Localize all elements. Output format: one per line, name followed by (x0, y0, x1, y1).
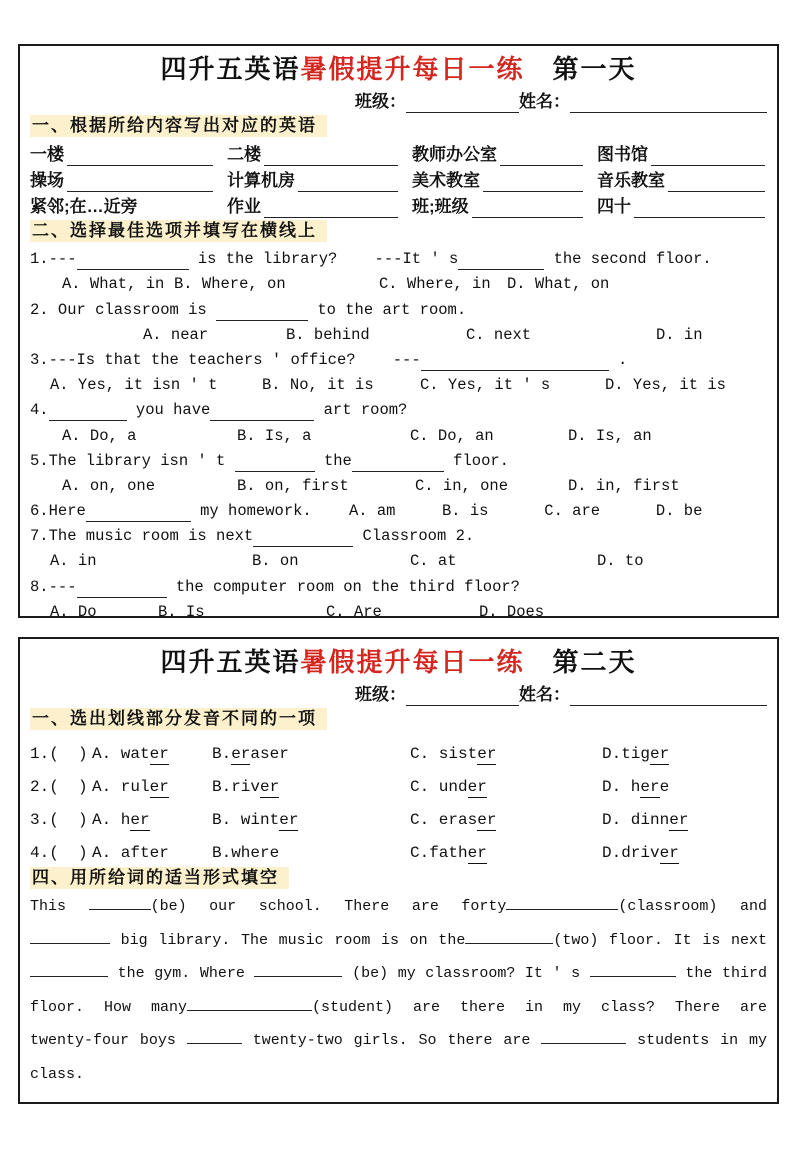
answer-blank[interactable] (49, 404, 127, 421)
vocab-row (30, 140, 767, 166)
vocab-section (30, 140, 767, 218)
vocab-write-blank[interactable] (500, 147, 583, 166)
name-label: 姓名： (519, 685, 570, 704)
option-item: C. Do, an (410, 426, 494, 445)
option-item: D. in, first (568, 476, 680, 495)
question-line (30, 497, 767, 522)
worksheet-title (30, 52, 767, 86)
worksheet-title (30, 645, 767, 679)
vocab-write-blank[interactable] (67, 147, 213, 166)
option-item: D. to (597, 552, 644, 571)
vocab-write-blank[interactable] (483, 173, 583, 192)
vocab-label: 美术教室 (412, 171, 480, 190)
phonics-option (92, 775, 212, 799)
question-text: art room? (314, 401, 408, 420)
option-item: B. on (252, 552, 299, 571)
option-text: aser (250, 745, 289, 763)
question-line (30, 396, 767, 421)
vocab-label: 计算机房 (227, 171, 295, 190)
answer-blank[interactable] (421, 354, 609, 371)
question-text: the (314, 451, 352, 470)
vocab-item (597, 192, 767, 218)
option-item: C. Yes, it ' s (420, 376, 551, 395)
phonics-option (410, 775, 602, 799)
vocab-item (227, 192, 412, 218)
question-line (30, 295, 767, 320)
phonics-option (602, 808, 767, 832)
option-item: A. Do, a (62, 426, 137, 445)
vocab-item (30, 192, 227, 218)
options-row (62, 421, 767, 446)
vocab-row (30, 192, 767, 218)
cloze-blank[interactable] (187, 1031, 242, 1044)
vocab-item (30, 166, 227, 192)
option-item: C. next (466, 325, 532, 344)
answer-blank[interactable] (253, 530, 353, 547)
phonics-option (410, 808, 602, 832)
option-item: C. at (410, 552, 457, 571)
cloze-text: class. (30, 1065, 85, 1083)
question-text: Classroom 2. (353, 527, 475, 546)
question-text: is the library? ---It ' s (188, 250, 459, 269)
option-item: A. Yes, it isn ' t (50, 376, 218, 395)
cloze-text: floor. How many (30, 998, 188, 1016)
cloze-text: (be) our school. There are forty (150, 898, 507, 915)
vocab-write-blank[interactable] (298, 173, 398, 192)
phonics-row (30, 799, 767, 832)
answer-blank[interactable] (86, 505, 191, 522)
class-name-row (30, 86, 767, 113)
answer-blank[interactable] (77, 253, 189, 270)
option-item: A. on, one (62, 476, 156, 495)
name-blank[interactable] (570, 686, 767, 706)
vocab-row (30, 166, 767, 192)
choice-section (30, 245, 767, 618)
option-item: C. Are (326, 602, 382, 618)
underlined-part: er (279, 811, 299, 829)
vocab-label: 紧邻;在…近旁 (30, 197, 138, 216)
underlined-part: er (260, 778, 280, 796)
cloze-line (30, 993, 767, 1027)
phonics-option (410, 742, 602, 766)
cloze-text: (student) are there in my class? There are (312, 998, 768, 1016)
underlined-part: er (149, 745, 169, 763)
option-text: B.where (212, 844, 280, 862)
title-course-part: 四升五英语 (160, 54, 301, 84)
option-text: B.riv (212, 778, 261, 796)
option-item: A. What, in (62, 275, 165, 294)
cloze-blank[interactable] (30, 931, 110, 944)
cloze-line (30, 959, 767, 993)
name-blank[interactable] (570, 93, 767, 113)
option-item: B. behind (286, 325, 370, 344)
vocab-label: 操场 (30, 171, 64, 190)
section-header-vocab: 一、根据所给内容写出对应的英语 (30, 113, 767, 140)
question-text: you have (126, 401, 211, 420)
option-item: C. in, one (415, 476, 509, 495)
phonics-option (212, 775, 410, 799)
vocab-label: 图书馆 (597, 145, 648, 164)
cloze-text: the third (675, 965, 767, 982)
option-item: B. Is (158, 602, 205, 618)
option-text: e (659, 778, 670, 796)
cloze-text: twenty-four boys (30, 1032, 187, 1049)
underlined-part: er (659, 844, 679, 862)
option-text: C. und (410, 778, 468, 796)
cloze-blank[interactable] (590, 964, 676, 977)
vocab-write-blank[interactable] (264, 199, 398, 218)
cloze-blank[interactable] (30, 964, 108, 977)
options-row (50, 598, 767, 618)
vocab-write-blank[interactable] (472, 199, 583, 218)
option-text: A. wat (92, 745, 150, 763)
answer-paren-blank[interactable]: 1.( ) (30, 745, 88, 763)
phonics-option (212, 841, 410, 865)
option-text: C.fath (410, 844, 468, 862)
vocab-item (227, 140, 412, 166)
vocab-item (597, 140, 767, 166)
question-text: 1.--- (30, 250, 77, 269)
option-text: D. dinn (602, 811, 670, 829)
phonics-row (30, 733, 767, 766)
option-text: D.tig (602, 745, 651, 763)
cloze-blank[interactable] (541, 1031, 626, 1044)
cloze-line (30, 1060, 767, 1094)
vocab-item (227, 166, 412, 192)
title-day-label: 第二天 (552, 647, 637, 677)
phonics-option (92, 808, 212, 832)
question-text: . (608, 350, 628, 369)
question-text: 2. Our classroom is (30, 300, 217, 319)
question-text: floor. (443, 451, 509, 470)
option-text: A. rul (92, 778, 150, 796)
question-line (30, 346, 767, 371)
option-text: A. after (92, 844, 169, 862)
option-item: D. Yes, it is (605, 376, 726, 395)
class-blank[interactable] (406, 93, 519, 113)
underlined-part: er (130, 811, 150, 829)
option-item: A. Do (50, 602, 97, 618)
vocab-item (412, 166, 597, 192)
worksheet-card-day2 (18, 637, 779, 1104)
vocab-item (597, 166, 767, 192)
vocab-label: 教师办公室 (412, 145, 497, 164)
option-text: A. h (92, 811, 131, 829)
underlined-part: er (149, 778, 169, 796)
question-line (30, 447, 767, 472)
option-item: A. near (143, 325, 209, 344)
cloze-line (30, 1026, 767, 1060)
options-row (50, 371, 767, 396)
vocab-item (30, 140, 227, 166)
question-line (30, 572, 767, 597)
question-text: the computer room on the third floor? (166, 577, 520, 596)
cloze-blank[interactable] (506, 897, 618, 910)
class-label: 班级： (355, 685, 406, 704)
phonics-row (30, 832, 767, 865)
option-text: D.driv (602, 844, 660, 862)
question-line (30, 522, 767, 547)
phonics-option (602, 775, 767, 799)
cloze-blank[interactable] (254, 964, 342, 977)
phonics-option (602, 742, 767, 766)
question-text: my homework. A. am B. is C. are D. be (190, 502, 703, 521)
section-header-cloze: 四、用所给词的适当形式填空 (30, 865, 767, 892)
underlined-part: er (467, 844, 487, 862)
option-item: A. in (50, 552, 97, 571)
option-item: B. No, it is (262, 376, 374, 395)
option-item: B. on, first (237, 476, 349, 495)
vocab-label: 班;班级 (412, 197, 469, 216)
cloze-text: twenty-two girls. So there are (241, 1032, 542, 1049)
answer-blank[interactable] (210, 404, 314, 421)
options-row (62, 270, 767, 295)
vocab-label: 一楼 (30, 145, 64, 164)
underlined-part: er (467, 778, 487, 796)
cloze-text: the gym. Where (108, 965, 255, 982)
option-text: B. (212, 745, 232, 763)
options-row (62, 472, 767, 497)
option-text: D. h (602, 778, 641, 796)
underlined-part: er (650, 745, 670, 763)
vocab-label: 四十 (597, 197, 631, 216)
title-highlight-part: 暑假提升每日一练 (300, 647, 525, 677)
section-header-phonics: 一、选出划线部分发音不同的一项 (30, 706, 767, 733)
cloze-text: big library. The music room is on the (110, 931, 466, 949)
name-label: 姓名： (519, 92, 570, 111)
class-label: 班级： (355, 92, 406, 111)
cloze-line (30, 926, 767, 960)
vocab-write-blank[interactable] (67, 173, 213, 192)
phonics-option (92, 841, 212, 865)
class-blank[interactable] (406, 686, 519, 706)
title-course-part: 四升五英语 (160, 647, 301, 677)
vocab-label: 作业 (227, 197, 261, 216)
phonics-row (30, 766, 767, 799)
option-text: C. sist (410, 745, 478, 763)
option-text: B. wint (212, 811, 280, 829)
question-text: 3.---Is that the teachers ' office? --- (30, 350, 421, 369)
option-text: C. eras (410, 811, 478, 829)
vocab-write-blank[interactable] (668, 173, 765, 192)
underlined-part: er (231, 745, 251, 763)
question-text: 5.The library isn ' t (30, 451, 235, 470)
underlined-part: er (477, 745, 497, 763)
phonics-option (212, 808, 410, 832)
vocab-label: 音乐教室 (597, 171, 665, 190)
vocab-label: 二楼 (227, 145, 261, 164)
answer-blank[interactable] (352, 455, 444, 472)
cloze-section (30, 892, 767, 1093)
cloze-text: (be) my classroom? It ' s (342, 965, 590, 982)
phonics-section (30, 733, 767, 865)
option-item: D. Is, an (568, 426, 652, 445)
phonics-option (92, 742, 212, 766)
cloze-blank[interactable] (187, 998, 312, 1011)
option-item: D. Does (479, 602, 545, 618)
option-item: D. What, on (507, 275, 610, 294)
answer-paren-blank[interactable]: 2.( ) (30, 778, 88, 796)
title-day-label: 第一天 (552, 54, 637, 84)
class-name-row (30, 679, 767, 706)
cloze-blank[interactable] (89, 897, 151, 910)
cloze-text: (two) floor. It is next (553, 931, 767, 949)
option-item: B. Is, a (237, 426, 312, 445)
cloze-text: students in my (626, 1032, 768, 1049)
option-item: D. in (656, 325, 703, 344)
underlined-part: er (669, 811, 689, 829)
options-row (143, 321, 767, 346)
answer-blank[interactable] (235, 455, 315, 472)
answer-blank[interactable] (77, 581, 167, 598)
answer-blank[interactable] (216, 304, 308, 321)
title-highlight-part: 暑假提升每日一练 (300, 54, 525, 84)
question-text: 8.--- (30, 577, 77, 596)
vocab-write-blank[interactable] (634, 199, 765, 218)
phonics-option (602, 841, 767, 865)
question-text: the second floor. (544, 250, 712, 269)
cloze-text: (classroom) and (618, 898, 768, 915)
cloze-text: This (30, 898, 89, 915)
cloze-blank[interactable] (465, 931, 553, 944)
underlined-part: er (640, 778, 660, 796)
question-text: 6.Here (30, 502, 86, 521)
vocab-item (412, 140, 597, 166)
option-item: C. Where, in (379, 275, 491, 294)
options-row (50, 547, 767, 572)
vocab-item (412, 192, 597, 218)
question-line (30, 245, 767, 270)
vocab-write-blank[interactable] (264, 147, 398, 166)
phonics-option (410, 841, 602, 865)
answer-paren-blank[interactable]: 3.( ) (30, 811, 88, 829)
option-item: B. Where, on (174, 275, 286, 294)
answer-blank[interactable] (458, 253, 544, 270)
question-text: 7.The music room is next (30, 527, 254, 546)
worksheet-card-day1 (18, 44, 779, 618)
cloze-line (30, 892, 767, 926)
question-text: to the art room. (308, 300, 467, 319)
underlined-part: er (477, 811, 497, 829)
answer-paren-blank[interactable]: 4.( ) (30, 844, 88, 862)
phonics-option (212, 742, 410, 766)
vocab-write-blank[interactable] (651, 147, 765, 166)
question-text: 4. (30, 401, 49, 420)
section-header-choice: 二、选择最佳选项并填写在横线上 (30, 218, 767, 245)
